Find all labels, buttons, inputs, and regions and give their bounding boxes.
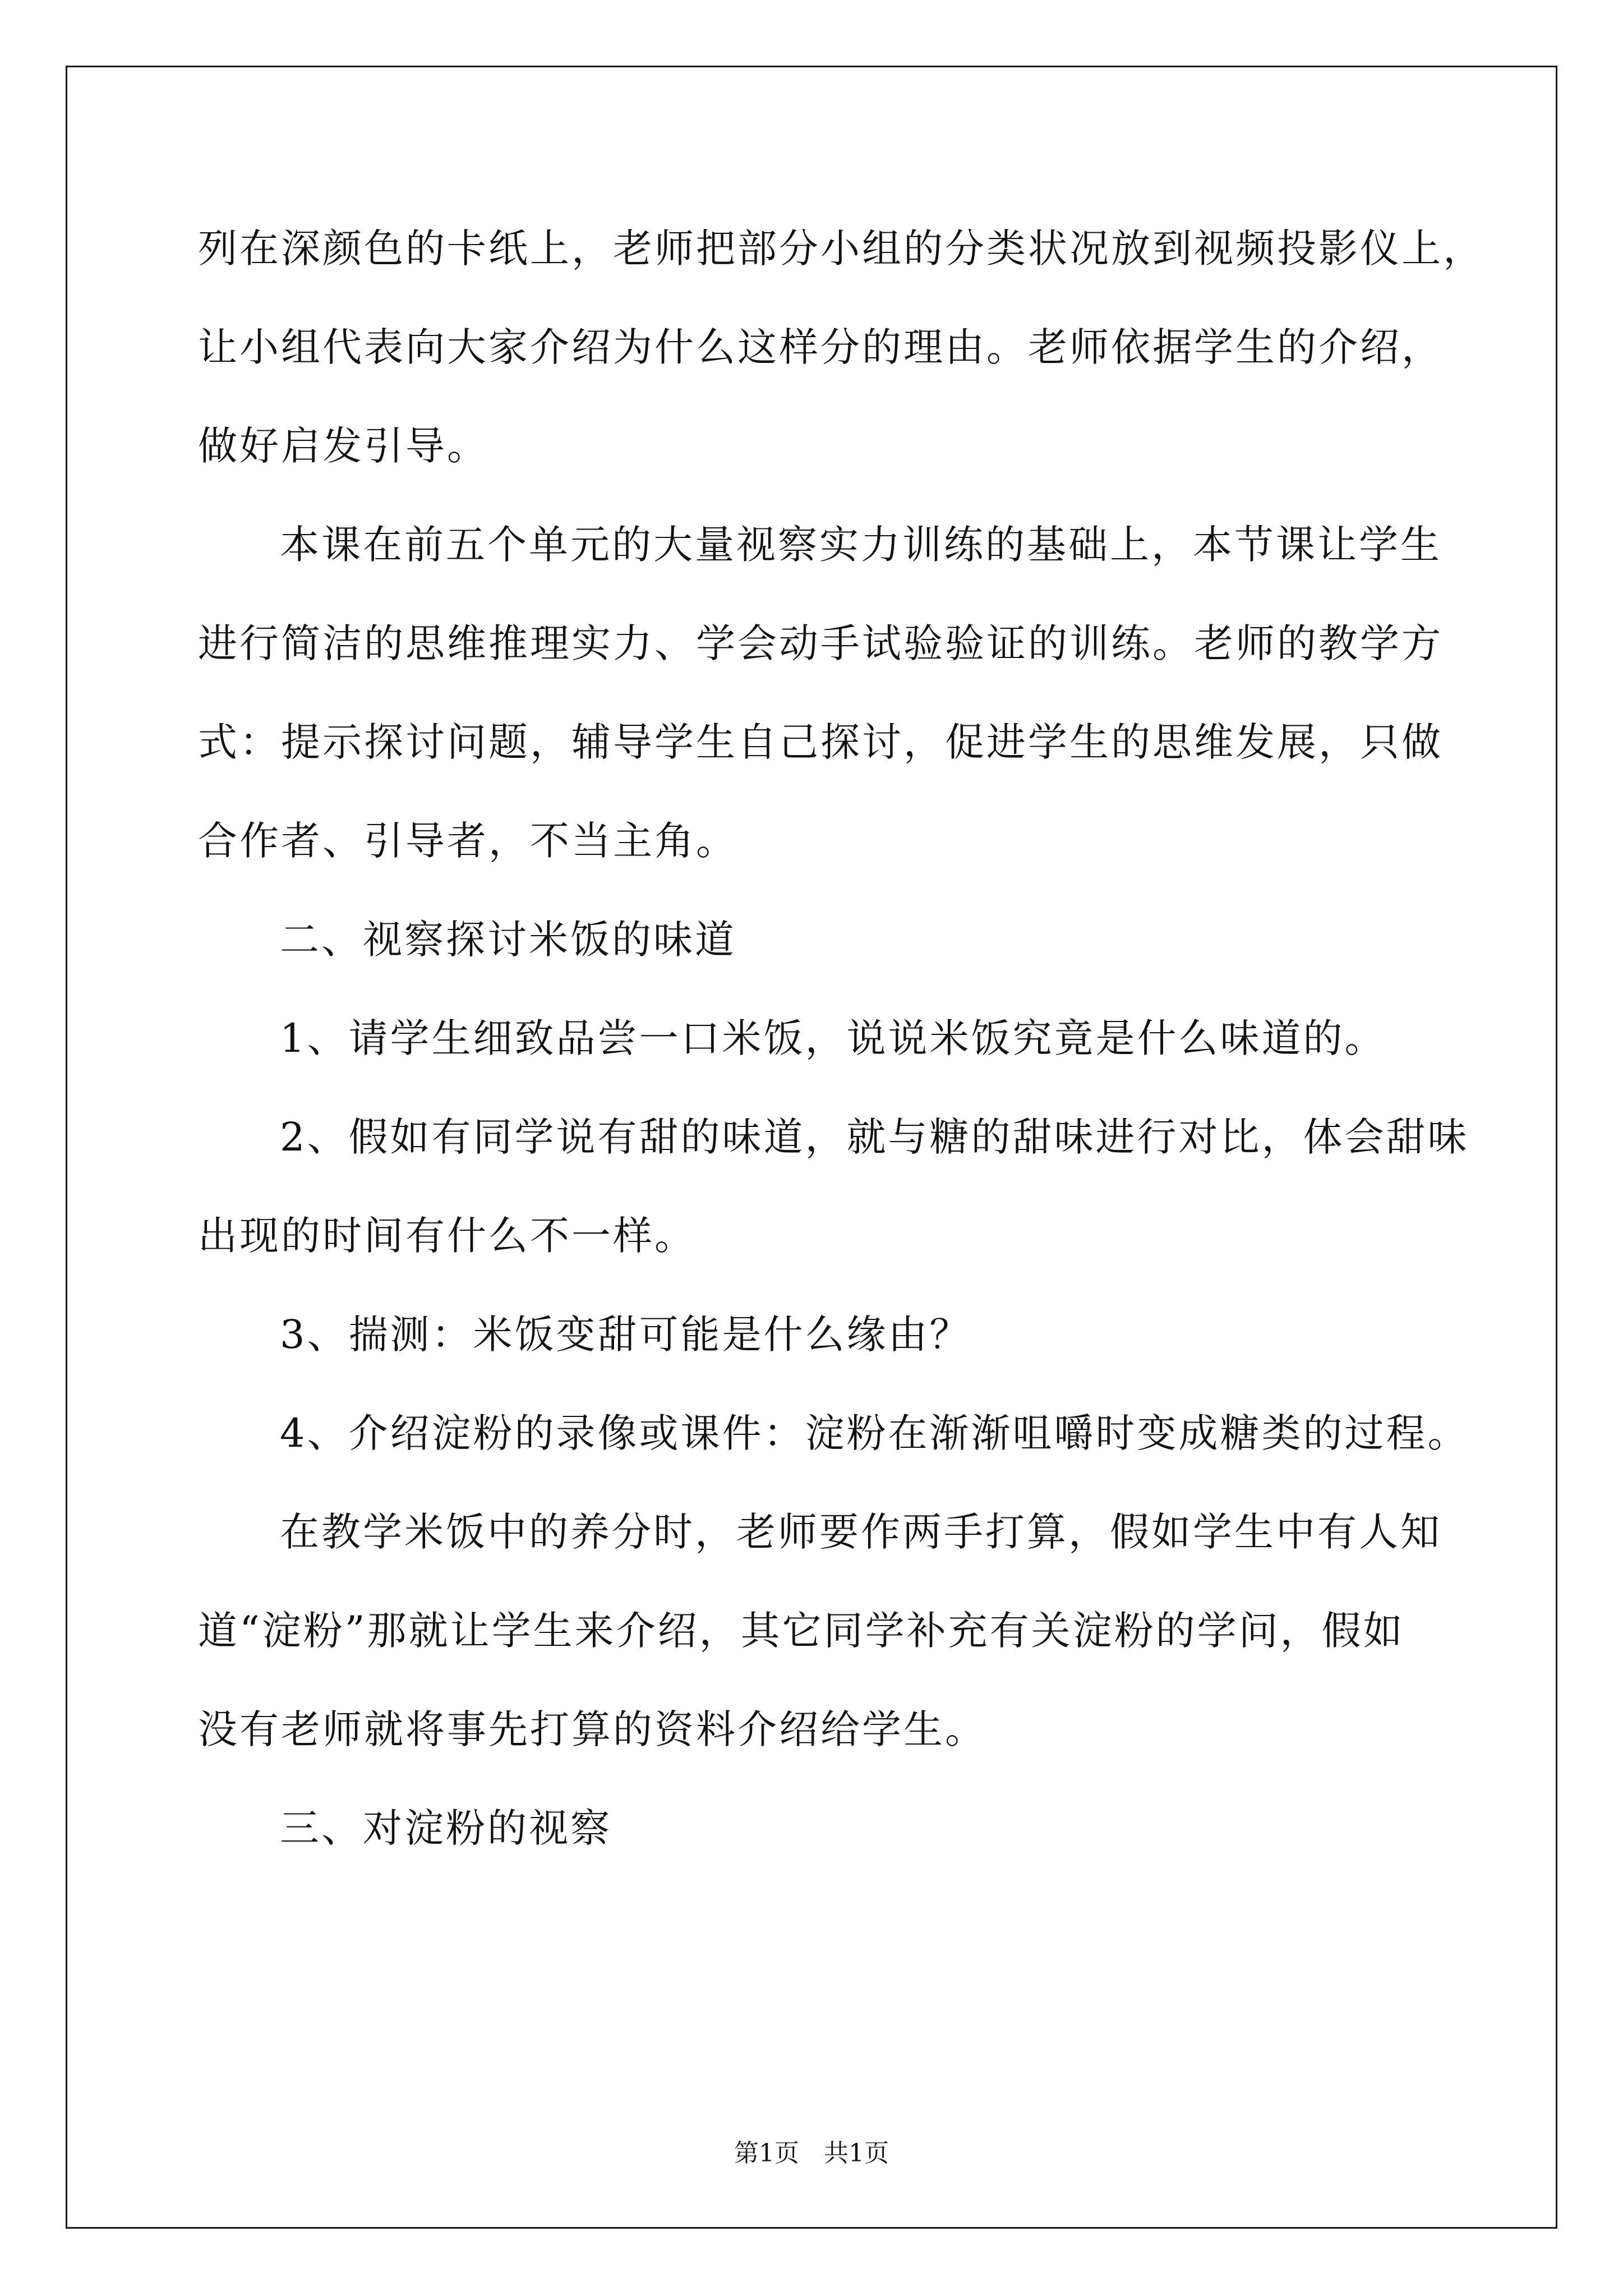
page-number-footer: 第1页 共1页 (734, 2139, 889, 2168)
text-line: 出现的时间有什么不一样。 (198, 1213, 696, 1259)
text-line: 在教学米饭中的养分时，老师要作两手打算，假如学生中有人知 (280, 1509, 1442, 1555)
text-line: 本课在前五个单元的大量视察实力训练的基础上，本节课让学生 (280, 522, 1442, 568)
document-body (198, 199, 1488, 1878)
text-line: 合作者、引导者，不当主角。 (198, 818, 737, 864)
text-line: 做好启发引导。 (198, 423, 488, 469)
text-line: 4、介绍淀粉的录像或课件：淀粉在渐渐咀嚼时变成糖类的过程。 (280, 1410, 1469, 1456)
text-line: 进行简洁的思维推理实力、学会动手试验验证的训练。老师的教学方 (198, 620, 1443, 666)
section-heading: 二、视察探讨米饭的味道 (280, 917, 736, 963)
text-line: 列在深颜色的卡纸上，老师把部分小组的分类状况放到视频投影仪上， (198, 226, 1484, 272)
section-heading: 三、对淀粉的视察 (280, 1805, 612, 1851)
text-line: 让小组代表向大家介绍为什么这样分的理由。老师依据学生的介绍， (198, 324, 1443, 370)
text-line: 没有老师就将事先打算的资料介绍给学生。 (198, 1706, 986, 1752)
text-line: 3、揣测：米饭变甜可能是什么缘由？ (280, 1312, 971, 1358)
text-line: 1、请学生细致品尝一口米饭，说说米饭究竟是什么味道的。 (280, 1015, 1386, 1061)
text-line: 式：提示探讨问题，辅导学生自己探讨，促进学生的思维发展，只做 (198, 719, 1443, 765)
text-line: 道“淀粉”那就让学生来介绍，其它同学补充有关淀粉的学问，假如 (198, 1608, 1405, 1654)
text-line: 2、假如有同学说有甜的味道，就与糖的甜味进行对比，体会甜味 (280, 1114, 1469, 1160)
